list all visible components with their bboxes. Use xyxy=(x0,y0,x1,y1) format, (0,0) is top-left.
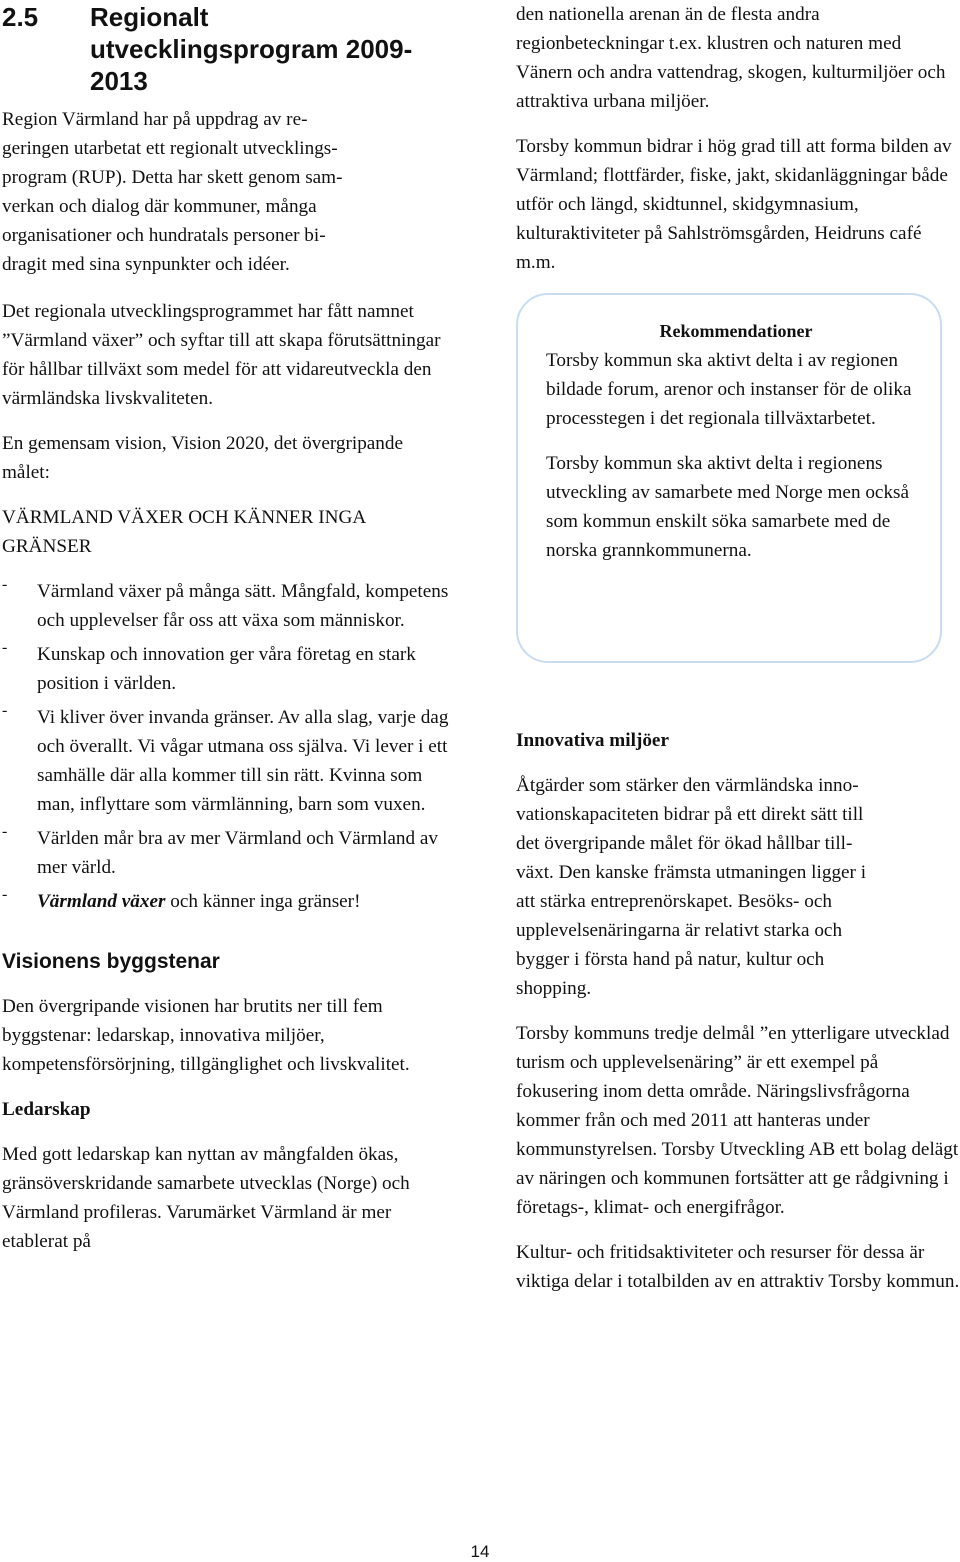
ledarskap-paragraph: Med gott ledarskap kan nyttan av mångfalden ökas, gränsöverskridande samarbete utvecklas (Norge) och Värmland profileras. Varumärket Värmland är mer etablerat på xyxy=(2,1144,410,1252)
list-item: - Vi kliver över invanda gränser. Av alla slag, varje dag och överallt. Vi vågar utmana oss själva. Vi lever i ett samhälle där alla kommer till sin rätt. Kvinna som man, inflyttare som värmlänning, barn som vuxen. xyxy=(2,702,449,815)
left-column xyxy=(2,0,454,1256)
recommendation-1: Torsby kommun ska aktivt delta i av regionen bildade forum, arenor och instanser för de olika processtegen i det regionala tillväxtarbetet. xyxy=(546,350,912,429)
list-item: - Värmland växer på många sätt. Mångfald, kompetens och upplevelser får oss att växa som människor. xyxy=(2,576,449,631)
intro-paragraph: Region Värmland har på uppdrag av re- geringen utarbetat ett regionalt utvecklings- program (RUP). Detta har skett genom sam- verkan och dialog där kommuner, många organisationer och hundratals personer bi- dragit med sina synpunkter och idéer. xyxy=(2,109,343,275)
innovativa-paragraph: Åtgärder som stärker den värmländska inno- vationskapaciteten bidrar på ett direkt sätt till det övergripande målet för ökad hållbar till- växt. Den kanske främsta utmaningen ligger i att stärka entreprenörskapet. Besöks- och upplevelsenäringarna är relativt starka och bygger i första hand på natur, kultur och shopping. xyxy=(516,775,867,999)
section-heading-2-5 xyxy=(2,0,454,97)
continuation-paragraph: den nationella arenan än de flesta andra regionbeteckningar t.ex. klustren och naturen med Vänern och andra vattendrag, skogen, kulturmiljöer och attraktiva urbana miljöer. xyxy=(516,4,946,112)
right-column-lower xyxy=(516,726,960,1296)
delmal-paragraph: Torsby kommuns tredje delmål ”en ytterligare utvecklad turism och upplevelsenäring” är ett exempel på fokusering inom detta område. Näringslivsfrågorna kommer från och med 2011 att hanteras under kommunstyrelsen. Torsby Utveckling AB ett bolag delägt av näringen och kommunen fortsätter att ge rådgivning i företags-, klimat- och energifrågor. xyxy=(516,1023,959,1218)
recommendations-title: Rekommendationer xyxy=(659,321,813,341)
byggstenar-heading: Visionens byggstenar xyxy=(2,950,220,973)
torsby-paragraph: Torsby kommun bidrar i hög grad till att forma bilden av Värmland; flottfärder, fiske, jakt, skidanläggningar både utför och längd, skidtunnel, skidgymnasium, kulturaktiviteter på Sahlströmsgården, Heidruns café m.m. xyxy=(516,136,952,273)
list-item: - Värmland växer och känner inga gränser! xyxy=(2,886,361,912)
ledarskap-heading: Ledarskap xyxy=(2,1099,91,1120)
rup-paragraph: Det regionala utvecklingsprogrammet har fått namnet ”Värmland växer” och syftar till att skapa förutsättningar för hållbar tillväxt som medel för att vidareutveckla den värmländska livskvaliteten. xyxy=(2,301,441,409)
kultur-paragraph: Kultur- och fritidsaktiviteter och resurser för dessa är viktiga delar i totalbilden av en attraktiv Torsby kommun. xyxy=(516,1242,960,1292)
vision-intro-paragraph: En gemensam vision, Vision 2020, det övergripande målet: xyxy=(2,433,404,483)
section-number: 2.5 xyxy=(2,2,39,32)
list-item: - Kunskap och innovation ger våra företag en stark position i världen. xyxy=(2,639,416,694)
list-item: - Världen mår bra av mer Värmland och Värmland av mer värld. xyxy=(2,823,439,878)
innovativa-heading: Innovativa miljöer xyxy=(516,730,669,751)
recommendation-2: Torsby kommun ska aktivt delta i regionens utveckling av samarbete med Norge men också som kommun enskilt söka samarbete med de norska grannkommunerna. xyxy=(546,453,910,561)
right-column xyxy=(516,0,960,277)
recommendations-box xyxy=(516,293,942,663)
vision-statement: VÄRMLAND VÄXER OCH KÄNNER INGA GRÄNSER xyxy=(2,507,366,557)
vision-bullet-list xyxy=(2,577,454,916)
recommendations-content xyxy=(546,317,926,565)
byggstenar-paragraph: Den övergripande visionen har brutits ner till fem byggstenar: ledarskap, innovativa miljöer, kompetensförsörjning, tillgänglighet och livskvalitet. xyxy=(2,996,410,1075)
section-title: Regionalt utvecklingsprogram 2009- 2013 xyxy=(90,2,413,96)
page-number: 14 xyxy=(470,1542,490,1561)
